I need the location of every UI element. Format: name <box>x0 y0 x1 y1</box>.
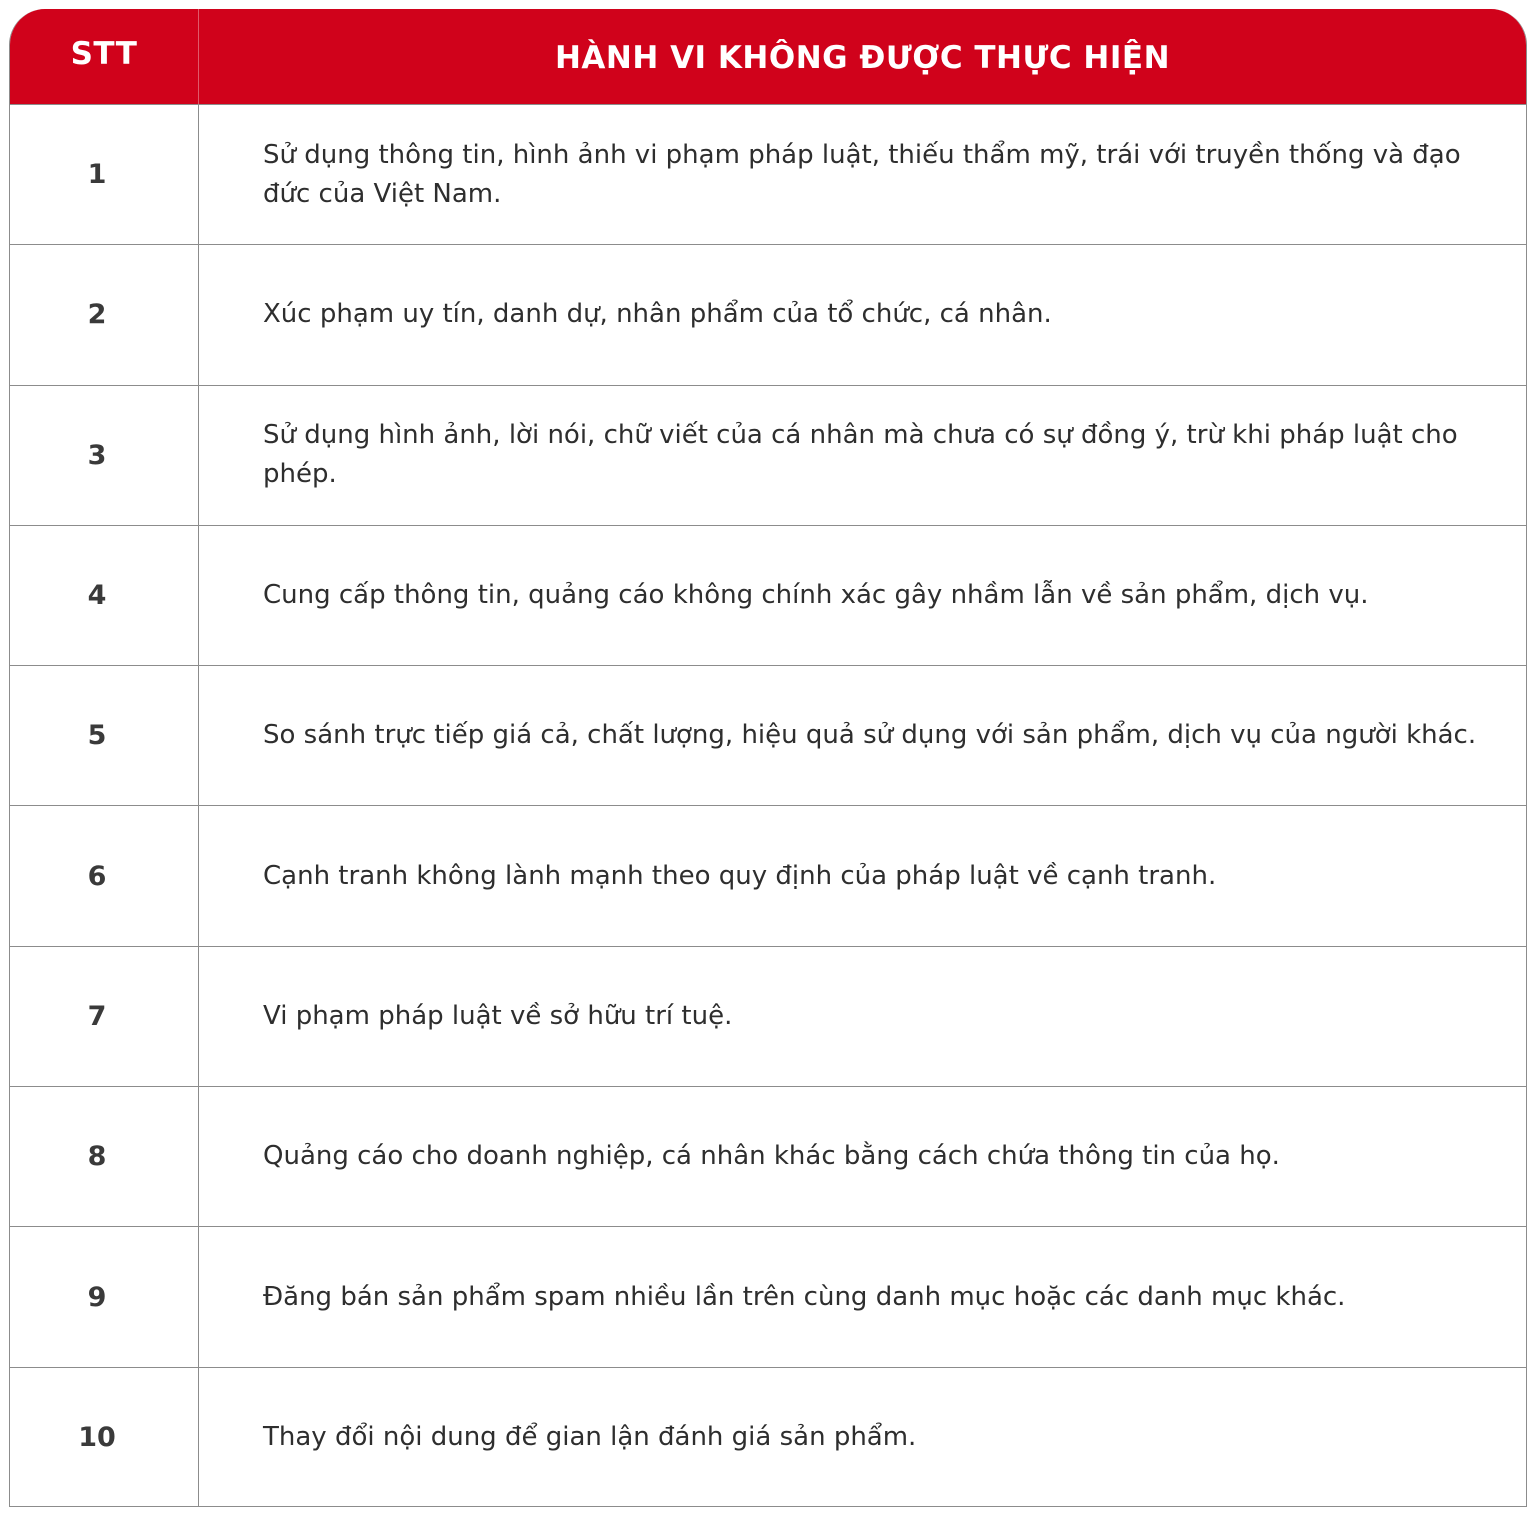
row-number: 7 <box>10 947 199 1086</box>
row-text: Cung cấp thông tin, quảng cáo không chính xác gây nhầm lẫn về sản phẩm, dịch vụ. <box>263 580 1369 611</box>
table-row <box>10 525 1526 665</box>
row-text: Thay đổi nội dung để gian lận đánh giá sản phẩm. <box>263 1421 917 1452</box>
row-text: Sử dụng hình ảnh, lời nói, chữ viết của cá nhân mà chưa có sự đồng ý, trừ khi pháp luật cho phép. <box>263 420 1458 490</box>
row-text: Xúc phạm uy tín, danh dự, nhân phẩm của tổ chức, cá nhân. <box>263 299 1052 330</box>
row-number: 3 <box>10 386 199 525</box>
table-row <box>10 244 1526 384</box>
row-text: Sử dụng thông tin, hình ảnh vi phạm pháp luật, thiếu thẩm mỹ, trái với truyền thống và đạo đức của Việt Nam. <box>263 139 1461 209</box>
row-number: 4 <box>10 526 199 665</box>
row-text: Vi phạm pháp luật về sở hữu trí tuệ. <box>263 1000 733 1031</box>
row-text: Cạnh tranh không lành mạnh theo quy định của pháp luật về cạnh tranh. <box>263 860 1217 891</box>
prohibited-actions-table <box>9 9 1527 1507</box>
row-number: 6 <box>10 806 199 945</box>
table-row <box>10 1226 1526 1366</box>
row-number: 5 <box>10 666 199 805</box>
table-header <box>10 9 1526 104</box>
table-row <box>10 385 1526 525</box>
table-row <box>10 104 1526 244</box>
row-number: 10 <box>10 1368 199 1507</box>
row-number: 9 <box>10 1227 199 1366</box>
row-number: 1 <box>10 105 199 244</box>
table-row <box>10 1367 1526 1507</box>
header-title: HÀNH VI KHÔNG ĐƯỢC THỰC HIỆN <box>554 39 1171 76</box>
table-row <box>10 1086 1526 1226</box>
table-row <box>10 665 1526 805</box>
row-text: So sánh trực tiếp giá cả, chất lượng, hiệu quả sử dụng với sản phẩm, dịch vụ của người khác. <box>263 720 1477 751</box>
table-row <box>10 805 1526 945</box>
row-text: Quảng cáo cho doanh nghiệp, cá nhân khác bằng cách chứa thông tin của họ. <box>263 1141 1280 1172</box>
row-text: Đăng bán sản phẩm spam nhiều lần trên cùng danh mục hoặc các danh mục khác. <box>263 1281 1346 1312</box>
header-stt: STT <box>10 9 199 104</box>
table-row <box>10 946 1526 1086</box>
row-number: 8 <box>10 1087 199 1226</box>
row-number: 2 <box>10 245 199 384</box>
